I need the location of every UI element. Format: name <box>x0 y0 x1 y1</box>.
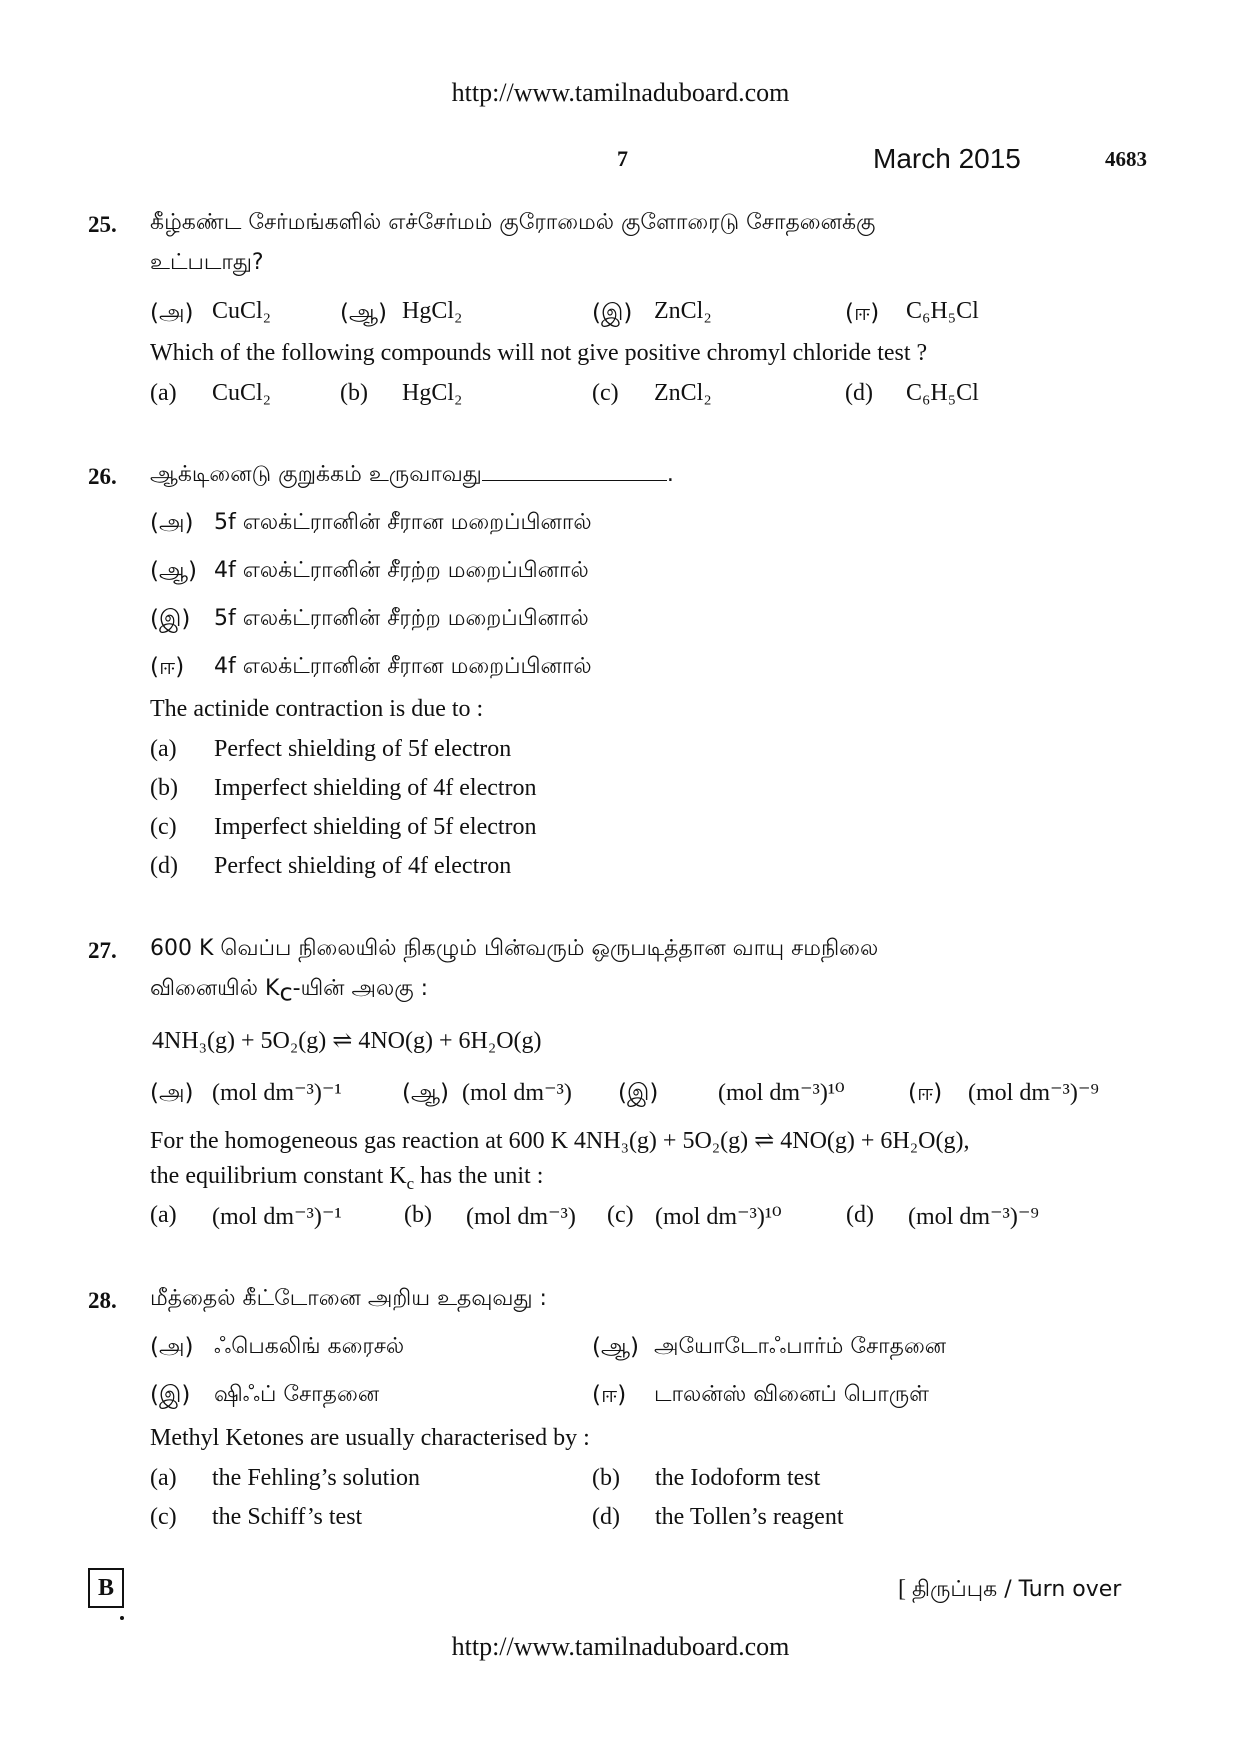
option-text: (mol dm⁻³)⁻¹ <box>212 1204 342 1230</box>
option-label: (அ) <box>150 300 194 326</box>
option-label: (இ) <box>618 1080 659 1106</box>
option-label: (a) <box>150 1202 177 1228</box>
answer-blank <box>482 480 667 481</box>
option-text: Imperfect shielding of 4f electron <box>214 775 537 801</box>
question-text-english: The actinide contraction is due to : <box>150 696 484 722</box>
option-label: (a) <box>150 380 177 406</box>
option-text: Imperfect shielding of 5f electron <box>214 814 537 840</box>
question-text-tamil: மீத்தைல் கீட்டோனை அறிய உதவுவது : <box>150 1286 547 1311</box>
question-text-english: For the homogeneous gas reaction at 600 K 4NH₃(g) + 5O₂(g) ⇌ 4NO(g) + 6H₂O(g), <box>150 1128 970 1154</box>
option-label: (a) <box>150 1465 177 1491</box>
dot-mark <box>120 1616 124 1620</box>
question-number: 25. <box>88 212 117 237</box>
booklet-letter-box: B <box>88 1568 124 1608</box>
question-number: 27. <box>88 938 117 963</box>
option-text: CuCl₂ <box>212 380 272 406</box>
question-text-english-cont: the equilibrium constant $K_c$ has the unit : <box>150 1163 544 1193</box>
option-text: அயோடோஃபார்ம் சோதனை <box>654 1334 947 1359</box>
option-text: the Iodoform test <box>655 1465 821 1491</box>
option-label: (ஆ) <box>402 1080 450 1106</box>
option-text: CuCl₂ <box>212 298 272 324</box>
option-text: C₆H₅Cl <box>906 380 979 406</box>
option-label: (a) <box>150 736 177 762</box>
footer-url: http://www.tamilnaduboard.com <box>451 1632 790 1661</box>
option-text: (mol dm⁻³) <box>462 1080 572 1106</box>
option-text: the Fehling’s solution <box>212 1465 421 1491</box>
exam-date: March 2015 <box>873 143 1021 174</box>
option-label: (இ) <box>592 300 633 326</box>
option-label: (d) <box>592 1504 620 1530</box>
option-text: (mol dm⁻³)⁻¹ <box>212 1080 342 1106</box>
option-text: C₆H₅Cl <box>906 298 979 324</box>
option-text: 4f எலக்ட்ரானின் சீரற்ற மறைப்பினால் <box>214 558 589 583</box>
question-text-tamil-cont: வினையில் $K_c-யின்$ அலகு : <box>150 976 429 1007</box>
question-text-tamil: 600 K வெப்ப நிலையில் நிகழும் பின்வரும் ஒருபடித்தான வாயு சமநிலை <box>150 936 879 961</box>
option-label: (அ) <box>150 510 194 536</box>
option-label: (ஈ) <box>592 1382 627 1408</box>
option-label: (c) <box>592 380 619 406</box>
option-label: (b) <box>340 380 368 406</box>
option-label: (d) <box>846 1202 874 1228</box>
option-text: டாலன்ஸ் வினைப் பொருள் <box>654 1382 929 1407</box>
option-label: (ஈ) <box>845 300 880 326</box>
option-text: Perfect shielding of 4f electron <box>214 853 512 879</box>
option-text: ZnCl₂ <box>654 298 712 324</box>
page-number: 7 <box>617 146 628 171</box>
question-text-tamil: கீழ்கண்ட சேர்மங்களில் எச்சேர்மம் குரோமைல் குளோரைடு சோதனைக்கு <box>150 210 876 235</box>
option-label: (c) <box>607 1202 634 1228</box>
option-text: 5f எலக்ட்ரானின் சீரான மறைப்பினால் <box>214 510 592 535</box>
option-label: (இ) <box>150 1382 191 1408</box>
option-label: (ஈ) <box>150 654 185 680</box>
option-text: HgCl₂ <box>402 380 463 406</box>
option-text: (mol dm⁻³)¹⁰ <box>655 1204 782 1230</box>
option-text: 4f எலக்ட்ரானின் சீரான மறைப்பினால் <box>214 654 592 679</box>
option-label: (b) <box>592 1465 620 1491</box>
option-label: (d) <box>150 853 178 879</box>
option-text: ZnCl₂ <box>654 380 712 406</box>
option-label: (d) <box>845 380 873 406</box>
turn-over-note: [ திருப்புக / Turn over <box>898 1576 1122 1602</box>
option-label: (ஆ) <box>150 558 198 584</box>
option-label: (இ) <box>150 606 191 632</box>
option-text: (mol dm⁻³)⁻⁹ <box>968 1080 1099 1106</box>
option-label: (b) <box>150 775 178 801</box>
option-text: ஃபெகலிங் கரைசல் <box>214 1334 405 1359</box>
option-text: the Schiff’s test <box>212 1504 363 1530</box>
question-number: 28. <box>88 1288 117 1313</box>
paper-code: 4683 <box>1105 147 1147 171</box>
option-text: 5f எலக்ட்ரானின் சீரற்ற மறைப்பினால் <box>214 606 589 631</box>
question-text-english: Methyl Ketones are usually characterised by : <box>150 1425 590 1451</box>
question-text-tamil: ஆக்டினைடு குறுக்கம் உருவாவது . <box>150 462 674 487</box>
option-label: (ஈ) <box>908 1080 943 1106</box>
question-number: 26. <box>88 464 117 489</box>
header-url: http://www.tamilnaduboard.com <box>451 78 790 107</box>
option-label: (b) <box>404 1202 432 1228</box>
option-text: the Tollen’s reagent <box>655 1504 844 1530</box>
option-text: (mol dm⁻³)¹⁰ <box>718 1080 845 1106</box>
option-label: (c) <box>150 814 177 840</box>
option-label: (ஆ) <box>340 300 388 326</box>
option-text: HgCl₂ <box>402 298 463 324</box>
question-text-english: Which of the following compounds will not give positive chromyl chloride test ? <box>150 340 928 366</box>
option-text: ஷிஃப் சோதனை <box>214 1382 380 1407</box>
option-label: (ஆ) <box>592 1334 640 1360</box>
option-text: Perfect shielding of 5f electron <box>214 736 512 762</box>
option-text: (mol dm⁻³) <box>466 1204 576 1230</box>
option-label: (அ) <box>150 1080 194 1106</box>
option-label: (c) <box>150 1504 177 1530</box>
reaction-equation: 4NH₃(g) + 5O₂(g) ⇌ 4NO(g) + 6H₂O(g) <box>152 1028 542 1054</box>
option-text: (mol dm⁻³)⁻⁹ <box>908 1204 1039 1230</box>
option-label: (அ) <box>150 1334 194 1360</box>
question-text-tamil-cont: உட்படாது? <box>150 250 264 275</box>
